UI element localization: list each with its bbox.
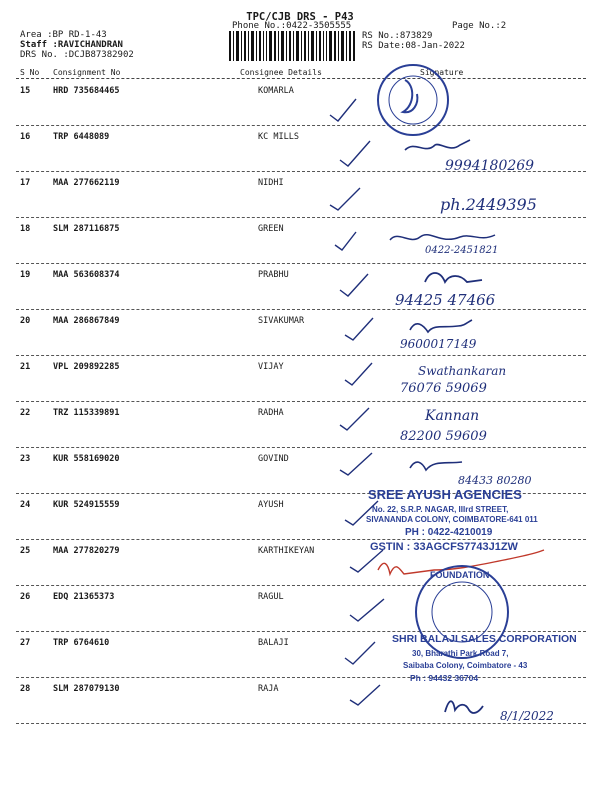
stamp-address: SIVANANDA COLONY, COIMBATORE-641 011	[366, 515, 538, 524]
stamp-address: No. 22, S.R.P. NAGAR, IIIrd STREET,	[372, 505, 509, 514]
table-row	[16, 447, 586, 494]
row-sno: 28	[20, 684, 31, 694]
handwritten-phone: 76076 59069	[400, 381, 487, 396]
document-title: TPC/CJB DRS - P43	[246, 11, 354, 23]
table-row	[16, 309, 586, 356]
row-consignee: VIJAY	[258, 362, 284, 372]
row-consignment: EDQ 21365373	[53, 592, 115, 602]
stamp-phone: Ph : 94432 36704	[410, 673, 479, 683]
row-consignment: TRP 6448089	[53, 132, 110, 142]
row-consignee: AYUSH	[258, 500, 284, 510]
row-sno: 17	[20, 178, 31, 188]
col-header-sno: S No	[20, 68, 40, 77]
table-row	[16, 79, 586, 126]
row-consignment: MAA 277662119	[53, 178, 120, 188]
stamp-address: Saibaba Colony, Coimbatore - 43	[403, 661, 528, 670]
row-consignment: MAA 277820279	[53, 546, 120, 556]
row-consignee: GREEN	[258, 224, 284, 234]
table-row	[16, 631, 586, 678]
row-consignee: PRABHU	[258, 270, 289, 280]
row-consignee: RAGUL	[258, 592, 284, 602]
row-sno: 22	[20, 408, 31, 418]
handwritten-name: Swathankaran	[418, 364, 507, 378]
row-consignee: RADHA	[258, 408, 284, 418]
row-sno: 26	[20, 592, 31, 602]
row-consignee: GOVIND	[258, 454, 289, 464]
rs-number: RS No.:873829	[362, 31, 433, 41]
phone-number: Phone No.:0422-3505555	[232, 21, 352, 31]
handwritten-date: 8/1/2022	[500, 709, 554, 723]
handwritten-phone: 9600017149	[400, 337, 477, 351]
row-consignment: TRZ 115339891	[53, 408, 120, 418]
row-consignment: TRP 6764610	[53, 638, 110, 648]
page-number: Page No.:2	[452, 21, 507, 31]
row-sno: 25	[20, 546, 31, 556]
table-row	[16, 263, 586, 310]
row-consignment: VPL 209892285	[53, 362, 120, 372]
row-sno: 19	[20, 270, 31, 280]
handwritten-phone: 84433 80280	[458, 474, 532, 487]
drs-number: DRS No. :DCJB87382902	[20, 50, 134, 60]
row-consignment: MAA 563608374	[53, 270, 120, 280]
table-row	[16, 217, 586, 264]
col-header-signature: Signature	[420, 68, 464, 77]
staff-label: Staff :RAVICHANDRAN	[20, 40, 123, 50]
handwritten-phone: 0422-2451821	[425, 245, 499, 256]
table-row	[16, 677, 586, 724]
handwritten-phone: 94425 47466	[395, 291, 496, 309]
row-sno: 21	[20, 362, 31, 372]
stamp-name: SREE AYUSH AGENCIES	[368, 487, 522, 502]
row-sno: 23	[20, 454, 31, 464]
handwritten-name: Kannan	[425, 408, 480, 424]
table-row	[16, 493, 586, 540]
handwritten-phone: 9994180269	[445, 158, 535, 174]
stamp-phone: PH : 0422-4210019	[405, 527, 493, 538]
col-header-consignment: Consignment No	[53, 68, 121, 77]
row-sno: 27	[20, 638, 31, 648]
table-row	[16, 171, 586, 218]
handwritten-phone: ph.2449395	[440, 195, 537, 214]
row-consignee: BALAJI	[258, 638, 289, 648]
stamp-address: 30, Bharathi Park Road 7,	[412, 649, 509, 658]
table-row	[16, 355, 586, 402]
row-consignment: KUR 558169020	[53, 454, 120, 464]
handwritten-phone: 82200 59609	[400, 429, 487, 444]
row-sno: 16	[20, 132, 31, 142]
row-sno: 20	[20, 316, 31, 326]
row-consignee: KOMARLA	[258, 86, 294, 96]
row-consignee: SIVAKUMAR	[258, 316, 305, 326]
table-row	[16, 539, 586, 586]
row-consignment: HRD 735684465	[53, 86, 120, 96]
row-consignee: KC MILLS	[258, 132, 299, 142]
row-consignment: SLM 287116875	[53, 224, 120, 234]
row-consignee: KARTHIKEYAN	[258, 546, 315, 556]
table-row	[16, 401, 586, 448]
row-sno: 15	[20, 86, 31, 96]
row-consignment: KUR 524915559	[53, 500, 120, 510]
barcode-image	[229, 31, 355, 61]
row-consignment: SLM 287079130	[53, 684, 120, 694]
area-label: Area :BP RD-1-43	[20, 30, 107, 40]
rs-date: RS Date:08-Jan-2022	[362, 41, 465, 51]
stamp-ring-text: FOUNDATION	[430, 570, 490, 580]
stamp-gstin: GSTIN : 33AGCFS7743J1ZW	[370, 541, 518, 553]
table-row	[16, 585, 586, 632]
row-sno: 24	[20, 500, 31, 510]
table-row	[16, 125, 586, 172]
row-sno: 18	[20, 224, 31, 234]
col-header-consignee: Consignee Details	[240, 68, 322, 77]
row-consignee: NIDHI	[258, 178, 284, 188]
stamp-name: SHRI BALAJI SALES CORPORATION	[392, 633, 577, 645]
row-consignee: RAJA	[258, 684, 279, 694]
row-consignment: MAA 286867849	[53, 316, 120, 326]
